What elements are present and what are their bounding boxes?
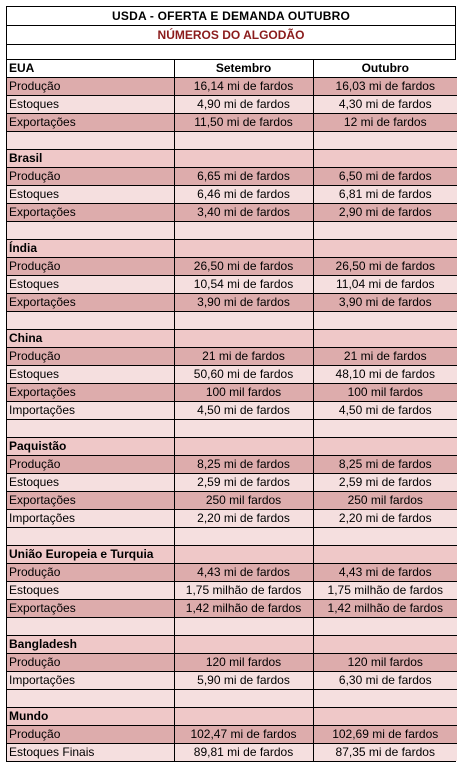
row-label: Produção — [7, 78, 174, 96]
spacer-cell — [7, 618, 174, 636]
spacer-cell — [174, 420, 313, 438]
row-label: Importações — [7, 672, 174, 690]
spacer-row — [7, 618, 457, 636]
spacer-cell — [174, 132, 313, 150]
setembro-value: 21 mi de fardos — [174, 348, 313, 366]
outubro-value: 120 mil fardos — [313, 654, 457, 672]
table-row — [7, 276, 457, 294]
row-label: Estoques — [7, 186, 174, 204]
table-row — [7, 654, 457, 672]
outubro-value: 48,10 mi de fardos — [313, 366, 457, 384]
section-blank-cell — [174, 240, 313, 258]
table-row — [7, 492, 457, 510]
outubro-value: 2,59 mi de fardos — [313, 474, 457, 492]
setembro-value: 4,90 mi de fardos — [174, 96, 313, 114]
row-label: Produção — [7, 348, 174, 366]
row-label: Exportações — [7, 204, 174, 222]
outubro-value: 2,90 mi de fardos — [313, 204, 457, 222]
spacer-cell — [313, 222, 457, 240]
table-row — [7, 600, 457, 618]
setembro-value: 1,42 milhão de fardos — [174, 600, 313, 618]
section-header-row — [7, 240, 457, 258]
outubro-value: 21 mi de fardos — [313, 348, 457, 366]
spacer-cell — [313, 528, 457, 546]
outubro-value: 2,20 mi de fardos — [313, 510, 457, 528]
table-row — [7, 168, 457, 186]
row-label: Estoques Finais — [7, 744, 174, 762]
spacer-cell — [7, 420, 174, 438]
section-blank-cell — [174, 546, 313, 564]
data-grid — [7, 60, 457, 761]
cotton-supply-demand-table — [6, 6, 456, 762]
header-outubro: Outubro — [313, 60, 457, 78]
section-header-row — [7, 150, 457, 168]
blank-header-row — [7, 45, 455, 60]
outubro-value: 1,42 milhão de fardos — [313, 600, 457, 618]
spacer-cell — [174, 312, 313, 330]
outubro-value: 11,04 mi de fardos — [313, 276, 457, 294]
spacer-cell — [174, 618, 313, 636]
section-name: Paquistão — [7, 438, 174, 456]
setembro-value: 50,60 mi de fardos — [174, 366, 313, 384]
setembro-value: 3,40 mi de fardos — [174, 204, 313, 222]
setembro-value: 11,50 mi de fardos — [174, 114, 313, 132]
section-name: China — [7, 330, 174, 348]
table-row — [7, 186, 457, 204]
table-row — [7, 366, 457, 384]
table-row — [7, 582, 457, 600]
outubro-value: 87,35 mi de fardos — [313, 744, 457, 762]
table-row — [7, 348, 457, 366]
row-label: Produção — [7, 564, 174, 582]
setembro-value: 250 mil fardos — [174, 492, 313, 510]
spacer-cell — [7, 222, 174, 240]
spacer-cell — [313, 420, 457, 438]
section-blank-cell — [313, 240, 457, 258]
section-blank-cell — [313, 330, 457, 348]
row-label: Produção — [7, 456, 174, 474]
outubro-value: 6,81 mi de fardos — [313, 186, 457, 204]
spacer-row — [7, 690, 457, 708]
setembro-value: 3,90 mi de fardos — [174, 294, 313, 312]
table-row — [7, 402, 457, 420]
spacer-cell — [313, 312, 457, 330]
section-blank-cell — [313, 546, 457, 564]
column-header-row — [7, 60, 457, 78]
table-row — [7, 384, 457, 402]
header-setembro: Setembro — [174, 60, 313, 78]
setembro-value: 5,90 mi de fardos — [174, 672, 313, 690]
row-label: Exportações — [7, 294, 174, 312]
setembro-value: 16,14 mi de fardos — [174, 78, 313, 96]
spacer-cell — [313, 690, 457, 708]
row-label: Exportações — [7, 384, 174, 402]
row-label: Estoques — [7, 474, 174, 492]
section-blank-cell — [313, 438, 457, 456]
row-label: Importações — [7, 402, 174, 420]
spacer-row — [7, 222, 457, 240]
spacer-row — [7, 312, 457, 330]
section-name: Brasil — [7, 150, 174, 168]
spacer-cell — [7, 690, 174, 708]
setembro-value: 6,46 mi de fardos — [174, 186, 313, 204]
row-label: Produção — [7, 258, 174, 276]
setembro-value: 4,50 mi de fardos — [174, 402, 313, 420]
table-row — [7, 474, 457, 492]
outubro-value: 100 mil fardos — [313, 384, 457, 402]
setembro-value: 6,65 mi de fardos — [174, 168, 313, 186]
outubro-value: 12 mi de fardos — [313, 114, 457, 132]
spacer-row — [7, 420, 457, 438]
section-blank-cell — [174, 330, 313, 348]
spacer-cell — [7, 312, 174, 330]
row-label: Estoques — [7, 276, 174, 294]
table-row — [7, 258, 457, 276]
spacer-cell — [174, 222, 313, 240]
setembro-value: 2,59 mi de fardos — [174, 474, 313, 492]
section-header-row — [7, 438, 457, 456]
spacer-row — [7, 528, 457, 546]
setembro-value: 89,81 mi de fardos — [174, 744, 313, 762]
outubro-value: 250 mil fardos — [313, 492, 457, 510]
setembro-value: 4,43 mi de fardos — [174, 564, 313, 582]
section-blank-cell — [313, 708, 457, 726]
section-blank-cell — [174, 636, 313, 654]
outubro-value: 6,50 mi de fardos — [313, 168, 457, 186]
section-header-row — [7, 636, 457, 654]
spacer-cell — [7, 132, 174, 150]
spacer-cell — [313, 618, 457, 636]
outubro-value: 4,50 mi de fardos — [313, 402, 457, 420]
section-header-row — [7, 330, 457, 348]
setembro-value: 2,20 mi de fardos — [174, 510, 313, 528]
setembro-value: 120 mil fardos — [174, 654, 313, 672]
section-header-row — [7, 546, 457, 564]
spacer-cell — [7, 528, 174, 546]
table-row — [7, 564, 457, 582]
outubro-value: 4,43 mi de fardos — [313, 564, 457, 582]
section-blank-cell — [174, 708, 313, 726]
table-row — [7, 96, 457, 114]
outubro-value: 3,90 mi de fardos — [313, 294, 457, 312]
section-blank-cell — [313, 150, 457, 168]
row-label: Exportações — [7, 492, 174, 510]
setembro-value: 102,47 mi de fardos — [174, 726, 313, 744]
table-row — [7, 204, 457, 222]
outubro-value: 6,30 mi de fardos — [313, 672, 457, 690]
table-row — [7, 114, 457, 132]
header-country: EUA — [7, 60, 174, 78]
setembro-value: 8,25 mi de fardos — [174, 456, 313, 474]
row-label: Estoques — [7, 96, 174, 114]
table-row — [7, 456, 457, 474]
table-subtitle: NÚMEROS DO ALGODÃO — [7, 26, 455, 45]
row-label: Exportações — [7, 600, 174, 618]
row-label: Estoques — [7, 582, 174, 600]
spacer-row — [7, 132, 457, 150]
section-blank-cell — [313, 636, 457, 654]
outubro-value: 8,25 mi de fardos — [313, 456, 457, 474]
section-name: Índia — [7, 240, 174, 258]
table-row — [7, 510, 457, 528]
spacer-cell — [313, 132, 457, 150]
setembro-value: 100 mil fardos — [174, 384, 313, 402]
table-row — [7, 672, 457, 690]
outubro-value: 102,69 mi de fardos — [313, 726, 457, 744]
row-label: Importações — [7, 510, 174, 528]
table-title: USDA - OFERTA E DEMANDA OUTUBRO — [7, 7, 455, 26]
outubro-value: 4,30 mi de fardos — [313, 96, 457, 114]
section-header-row — [7, 708, 457, 726]
spacer-cell — [174, 690, 313, 708]
setembro-value: 10,54 mi de fardos — [174, 276, 313, 294]
outubro-value: 1,75 milhão de fardos — [313, 582, 457, 600]
table-row — [7, 726, 457, 744]
row-label: Produção — [7, 726, 174, 744]
section-blank-cell — [174, 438, 313, 456]
section-name: União Europeia e Turquia — [7, 546, 174, 564]
row-label: Estoques — [7, 366, 174, 384]
table-row — [7, 78, 457, 96]
table-row — [7, 744, 457, 762]
row-label: Produção — [7, 168, 174, 186]
section-name: Bangladesh — [7, 636, 174, 654]
outubro-value: 26,50 mi de fardos — [313, 258, 457, 276]
section-name: Mundo — [7, 708, 174, 726]
row-label: Exportações — [7, 114, 174, 132]
row-label: Produção — [7, 654, 174, 672]
outubro-value: 16,03 mi de fardos — [313, 78, 457, 96]
section-blank-cell — [174, 150, 313, 168]
setembro-value: 1,75 milhão de fardos — [174, 582, 313, 600]
spacer-cell — [174, 528, 313, 546]
table-row — [7, 294, 457, 312]
setembro-value: 26,50 mi de fardos — [174, 258, 313, 276]
